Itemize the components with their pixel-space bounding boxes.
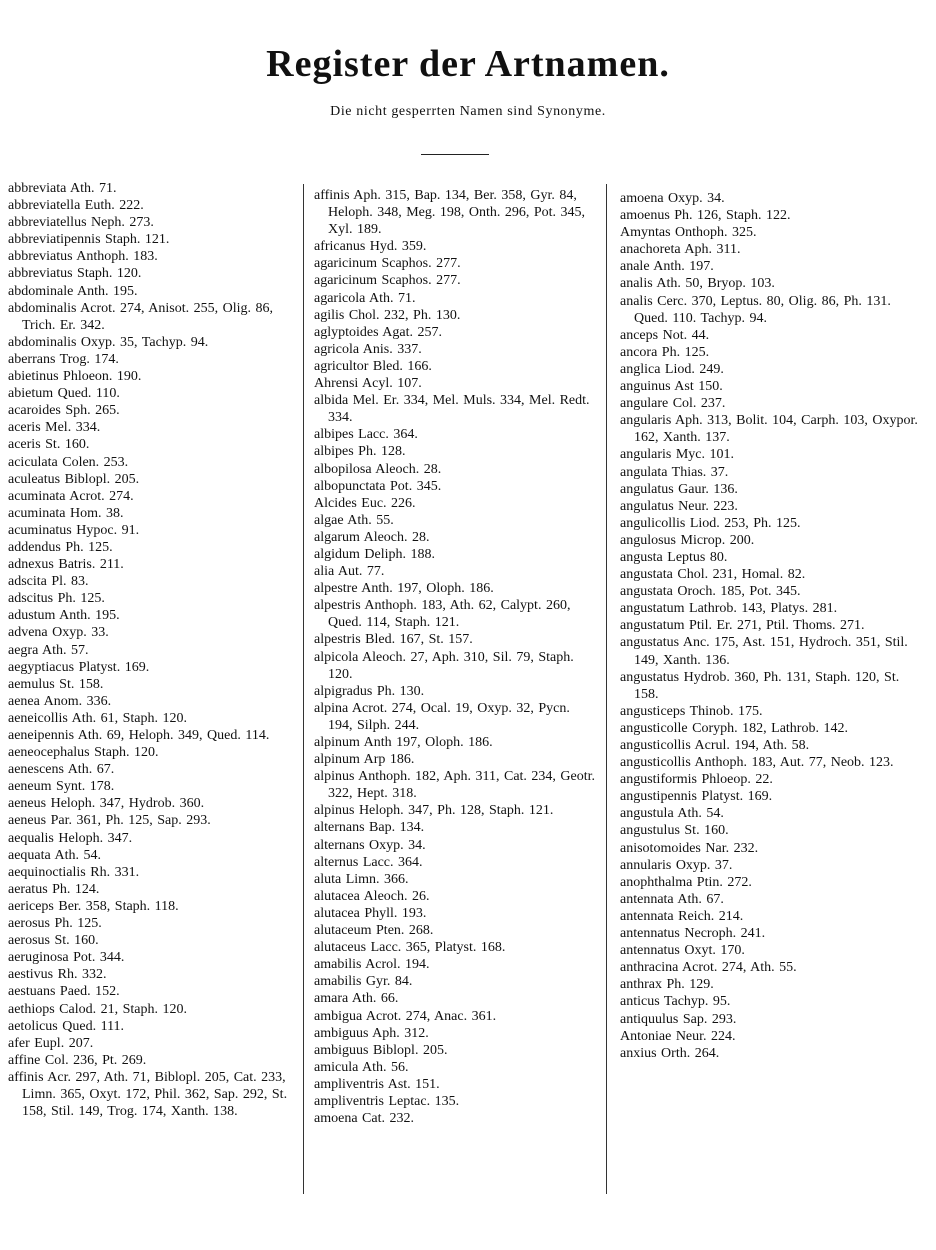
index-entry: aequata Ath. 54.: [8, 847, 101, 863]
index-entry: anisotomoides Nar. 232.: [620, 840, 759, 856]
index-entry: aenea Anom. 336.: [8, 693, 112, 709]
index-entry: abdominalis Acrot. 274, Anisot. 255, Olig. 86, Trich. Er. 342.: [8, 300, 273, 333]
index-entry: ampliventris Ast. 151.: [314, 1076, 440, 1092]
index-entry: antennata Reich. 214.: [620, 908, 744, 924]
index-entry: amabilis Gyr. 84.: [314, 974, 413, 990]
index-entry: aestuans Paed. 152.: [8, 984, 120, 1000]
index-entry: alpestris Bled. 167, St. 157.: [314, 632, 473, 648]
index-entry: analis Cerc. 370, Leptus. 80, Olig. 86, Ph. 131. Qued. 110. Tachyp. 94.: [620, 293, 891, 326]
index-entry: angustulus St. 160.: [620, 823, 729, 839]
index-entry: analis Ath. 50, Bryop. 103.: [620, 276, 775, 292]
index-entry: anthracina Acrot. 274, Ath. 55.: [620, 960, 797, 976]
page-title: Register der Artnamen.: [266, 43, 670, 85]
index-entry: aeratus Ph. 124.: [8, 881, 100, 897]
index-entry: aciculata Colen. 253.: [8, 454, 129, 470]
column-divider-1: [303, 184, 304, 1194]
index-entry: angulatus Gaur. 136.: [620, 481, 738, 497]
index-entry: aetolicus Qued. 111.: [8, 1018, 125, 1034]
index-entry: aceris St. 160.: [8, 437, 90, 453]
index-entry: afer Eupl. 207.: [8, 1035, 94, 1051]
index-entry: aerosus Ph. 125.: [8, 916, 102, 932]
index-entry: alpinum Arp 186.: [314, 752, 415, 768]
index-entry: abdominalis Oxyp. 35, Tachyp. 94.: [8, 334, 209, 350]
index-entry: anglica Liod. 249.: [620, 361, 724, 377]
index-entry: aeneipennis Ath. 69, Heloph. 349, Qued. 114.: [8, 728, 270, 743]
index-entry: angularis Myc. 101.: [620, 447, 734, 463]
index-entry: abbreviata Ath. 71.: [8, 181, 117, 196]
index-entry: aeneus Par. 361, Ph. 125, Sap. 293.: [8, 813, 211, 829]
index-entry: angusticeps Thinob. 175.: [620, 703, 763, 719]
index-entry: alpestre Anth. 197, Oloph. 186.: [314, 581, 494, 597]
index-entry: alutacea Aleoch. 26.: [314, 888, 430, 904]
index-entry: adscita Pl. 83.: [8, 574, 89, 590]
index-entry: anthrax Ph. 129.: [620, 977, 714, 993]
index-entry: adnexus Batris. 211.: [8, 557, 124, 573]
index-entry: antennatus Oxyt. 170.: [620, 943, 745, 959]
index-entry: anxius Orth. 264.: [620, 1045, 720, 1061]
index-entry: anachoreta Aph. 311.: [620, 242, 741, 258]
index-column-2: [314, 187, 596, 1217]
index-entry: aestivus Rh. 332.: [8, 967, 107, 983]
index-entry: amoena Oxyp. 34.: [620, 191, 725, 206]
index-entry: agaricola Ath. 71.: [314, 290, 416, 306]
index-entry: angustiformis Phloeop. 22.: [620, 772, 773, 788]
index-entry: ampliventris Leptac. 135.: [314, 1093, 460, 1109]
index-entry: acuminata Acrot. 274.: [8, 488, 134, 504]
index-entry: aeneicollis Ath. 61, Staph. 120.: [8, 710, 187, 726]
index-entry: aculeatus Biblopl. 205.: [8, 471, 140, 487]
index-entry: aceris Mel. 334.: [8, 420, 101, 436]
index-entry: amara Ath. 66.: [314, 991, 399, 1007]
index-entry: amoena Cat. 232.: [314, 1111, 414, 1127]
index-entry: albopilosa Aleoch. 28.: [314, 461, 442, 477]
index-entry: aglyptoides Agat. 257.: [314, 324, 442, 340]
index-entry: aeneocephalus Staph. 120.: [8, 745, 159, 761]
index-entry: algarum Aleoch. 28.: [314, 529, 430, 545]
index-entry: aethiops Calod. 21, Staph. 120.: [8, 1001, 187, 1017]
column-divider-2: [606, 184, 607, 1194]
index-entry: acaroides Sph. 265.: [8, 403, 120, 419]
index-entry: Amyntas Onthoph. 325.: [620, 225, 757, 241]
index-entry: Alcides Euc. 226.: [314, 495, 416, 511]
index-entry: alternans Bap. 134.: [314, 820, 425, 836]
index-entry: angusticollis Anthoph. 183, Aut. 77, Neob. 123.: [620, 755, 894, 771]
index-entry: agricultor Bled. 166.: [314, 358, 432, 374]
index-entry: affine Col. 236, Pt. 269.: [8, 1052, 147, 1068]
index-entry: angusta Leptus 80.: [620, 549, 728, 565]
index-entry: aequalis Heloph. 347.: [8, 830, 133, 846]
index-entry: abdominale Anth. 195.: [8, 283, 138, 299]
index-entry: angustula Ath. 54.: [620, 806, 724, 822]
index-entry: aerosus St. 160.: [8, 933, 99, 949]
index-entry: amoenus Ph. 126, Staph. 122.: [620, 208, 791, 224]
index-entry: angulatus Neur. 223.: [620, 498, 738, 514]
index-entry: albipes Lacc. 364.: [314, 427, 418, 443]
index-column-3: [620, 190, 920, 1220]
index-entry: alutacea Phyll. 193.: [314, 905, 427, 921]
index-entry: abbreviatella Euth. 222.: [8, 198, 144, 214]
index-entry: angustatum Ptil. Er. 271, Ptil. Thoms. 271.: [620, 618, 865, 634]
index-entry: Ahrensi Acyl. 107.: [314, 376, 422, 392]
index-entry: anguinus Ast 150.: [620, 379, 723, 395]
page-subtitle: Die nicht gesperrten Namen sind Synonyme.: [330, 104, 606, 119]
index-entry: aemulus St. 158.: [8, 676, 104, 692]
index-entry: antiquulus Sap. 293.: [620, 1011, 737, 1027]
index-entry: alpigradus Ph. 130.: [314, 683, 425, 699]
index-entry: abbreviatellus Neph. 273.: [8, 215, 154, 231]
index-entry: aenescens Ath. 67.: [8, 762, 115, 778]
index-entry: adscitus Ph. 125.: [8, 591, 105, 607]
index-entry: alpinus Anthoph. 182, Aph. 311, Cat. 234, Geotr. 322, Hept. 318.: [314, 769, 596, 802]
index-entry: agilis Chol. 232, Ph. 130.: [314, 307, 461, 323]
index-entry: angulicollis Liod. 253, Ph. 125.: [620, 515, 801, 531]
index-entry: annularis Oxyp. 37.: [620, 857, 733, 873]
index-entry: albipes Ph. 128.: [314, 444, 406, 460]
index-entry: agaricinum Scaphos. 277.: [314, 256, 461, 272]
index-entry: antennatus Necroph. 241.: [620, 926, 766, 942]
index-entry: advena Oxyp. 33.: [8, 625, 109, 641]
index-entry: alternans Oxyp. 34.: [314, 837, 426, 853]
index-entry: ambiguus Biblopl. 205.: [314, 1042, 448, 1058]
index-entry: antennata Ath. 67.: [620, 891, 724, 907]
index-entry: agricola Anis. 337.: [314, 341, 422, 357]
index-entry: acuminatus Hypoc. 91.: [8, 522, 140, 538]
index-entry: abbreviatipennis Staph. 121.: [8, 232, 170, 248]
index-entry: alpinus Heloph. 347, Ph. 128, Staph. 121.: [314, 803, 554, 819]
index-entry: alutaceus Lacc. 365, Platyst. 168.: [314, 940, 506, 956]
index-entry: abbreviatus Anthoph. 183.: [8, 249, 158, 265]
index-entry: algae Ath. 55.: [314, 512, 394, 528]
index-entry: abbreviatus Staph. 120.: [8, 266, 142, 282]
index-entry: angulosus Microp. 200.: [620, 532, 755, 548]
index-entry: angustatus Anc. 175, Ast. 151, Hydroch. 351, Stil. 149, Xanth. 136.: [620, 635, 908, 668]
index-entry: aberrans Trog. 174.: [8, 351, 119, 367]
index-entry: alternus Lacc. 364.: [314, 854, 423, 870]
index-entry: aericeps Ber. 358, Staph. 118.: [8, 898, 179, 914]
index-entry: alpina Acrot. 274, Ocal. 19, Oxyp. 32, Pycn. 194, Silph. 244.: [314, 700, 570, 733]
index-entry: alpestris Anthoph. 183, Ath. 62, Calypt. 260, Qued. 114, Staph. 121.: [314, 598, 571, 631]
index-entry: affinis Aph. 315, Bap. 134, Ber. 358, Gyr. 84, Heloph. 348, Meg. 198, Onth. 296, Pot. 345, Xyl. 189.: [314, 188, 586, 238]
index-entry: angularis Aph. 313, Bolit. 104, Carph. 103, Oxypor. 162, Xanth. 137.: [620, 413, 918, 446]
index-entry: aluta Limn. 366.: [314, 871, 409, 887]
index-entry: aeneum Synt. 178.: [8, 779, 115, 795]
index-entry: alia Aut. 77.: [314, 564, 385, 580]
index-entry: aeruginosa Pot. 344.: [8, 950, 125, 966]
index-entry: africanus Hyd. 359.: [314, 239, 427, 255]
index-entry: ambigua Acrot. 274, Anac. 361.: [314, 1008, 497, 1024]
index-entry: aegra Ath. 57.: [8, 642, 89, 658]
index-entry: angulata Thias. 37.: [620, 464, 729, 480]
index-entry: acuminata Hom. 38.: [8, 505, 124, 521]
index-entry: adustum Anth. 195.: [8, 608, 120, 624]
index-entry: ambiguus Aph. 312.: [314, 1025, 429, 1041]
index-entry: angulare Col. 237.: [620, 396, 726, 412]
index-entry: affinis Acr. 297, Ath. 71, Biblopl. 205, Cat. 233, Limn. 365, Oxyt. 172, Phil. 362, Sap. 292, St. 158, Stil. 149, Trog. 174, Xanth. 138.: [8, 1069, 288, 1120]
index-entry: albopunctata Pot. 345.: [314, 478, 442, 494]
index-entry: anophthalma Ptin. 272.: [620, 874, 752, 890]
index-entry: albida Mel. Er. 334, Mel. Muls. 334, Mel. Redt. 334.: [314, 393, 590, 426]
index-column-1: [8, 180, 290, 1210]
index-entry: amabilis Acrol. 194.: [314, 957, 430, 973]
index-entry: abietinus Phloeon. 190.: [8, 369, 142, 385]
index-entry: angustata Chol. 231, Homal. 82.: [620, 567, 806, 583]
title-divider: [421, 154, 489, 155]
index-entry: addendus Ph. 125.: [8, 539, 113, 555]
index-entry: angustatum Lathrob. 143, Platys. 281.: [620, 601, 838, 617]
index-entry: anceps Not. 44.: [620, 327, 710, 343]
index-entry: angustatus Hydrob. 360, Ph. 131, Staph. 120, St. 158.: [620, 669, 900, 702]
index-entry: angustata Oroch. 185, Pot. 345.: [620, 584, 801, 600]
index-entry: anale Anth. 197.: [620, 259, 714, 275]
index-entry: alpicola Aleoch. 27, Aph. 310, Sil. 79, Staph. 120.: [314, 649, 574, 682]
index-entry: angusticolle Coryph. 182, Lathrob. 142.: [620, 720, 848, 736]
index-entry: alutaceum Pten. 268.: [314, 923, 434, 939]
index-entry: aeneus Heloph. 347, Hydrob. 360.: [8, 796, 205, 812]
index-entry: algidum Deliph. 188.: [314, 546, 435, 562]
index-entry: Antoniae Neur. 224.: [620, 1028, 736, 1044]
index-entry: angusticollis Acrul. 194, Ath. 58.: [620, 738, 810, 753]
index-entry: anticus Tachyp. 95.: [620, 994, 731, 1010]
index-entry: aequinoctialis Rh. 331.: [8, 864, 140, 880]
index-entry: agaricinum Scaphos. 277.: [314, 273, 461, 289]
index-entry: alpinum Anth 197, Oloph. 186.: [314, 735, 493, 750]
index-entry: ancora Ph. 125.: [620, 344, 710, 360]
index-entry: amicula Ath. 56.: [314, 1059, 409, 1075]
index-entry: angustipennis Platyst. 169.: [620, 789, 773, 805]
index-entry: aegyptiacus Platyst. 169.: [8, 659, 150, 675]
index-entry: abietum Qued. 110.: [8, 386, 120, 402]
